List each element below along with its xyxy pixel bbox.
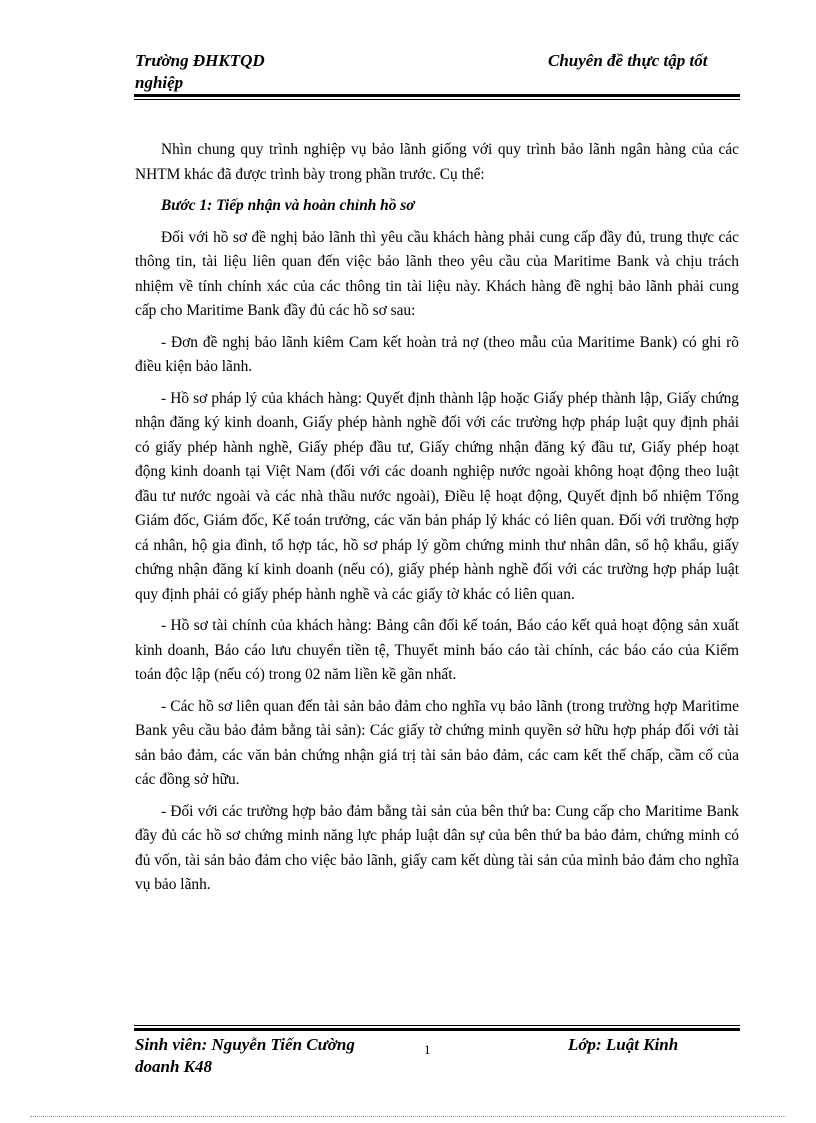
list-item-collateral-docs: - Các hồ sơ liên quan đến tài sản bảo đảm cho nghĩa vụ bảo lãnh (trong trường hợp Maritime Bank yêu cầu bảo đảm bằng tài sản): Các giấy tờ chứng minh quyền sở hữu hợp pháp đối với tài sản bảo đảm, các văn bản chứng nhận giá trị tài sản bảo đảm, các cam kết thế chấp, cầm cố của các đồng sở hữu. bbox=[135, 697, 739, 788]
paragraph-requirements: Đối với hồ sơ đề nghị bảo lãnh thì yêu cầu khách hàng phải cung cấp đầy đủ, trung thực các thông tin, tài liệu liên quan đến việc bảo lãnh theo yêu cầu của Maritime Bank và chịu trách nhiệm về tính chính xác của các thông tin tài liệu này. Khách hàng đề nghị bảo lãnh phải cung cấp cho Maritime Bank đầy đủ các hồ sơ sau: bbox=[135, 228, 739, 319]
footer-rule-thin bbox=[134, 1025, 740, 1026]
list-item-legal-docs: - Hồ sơ pháp lý của khách hàng: Quyết định thành lập hoặc Giấy phép thành lập, Giấy chứng nhận đăng ký kinh doanh, Giấy phép hành nghề đối với các trường hợp pháp luật quy định phải có giấy phép hành nghề, Giấy phép đầu tư, Giấy chứng nhận đăng ký đầu tư, Giấy phép hoạt động kinh doanh tại Việt Nam (đối với các doanh nghiệp nước ngoài không hoạt động theo luật đầu tư nước ngoài và các nhà thầu nước ngoài), Điều lệ hoạt động, Quyết định bổ nhiệm Tổng Giám đốc, Giám đốc, Kế toán trưởng, các văn bản pháp lý khác có liên quan. Đối với trường hợp cá nhân, hộ gia đình, tổ hợp tác, hồ sơ pháp lý gồm chứng minh thư nhân dân, sổ hộ khẩu, giấy chứng nhận đăng kí kinh doanh (nếu có), giấy phép hành nghề đối với các trường hợp pháp luật quy định phải có giấy phép hành nghề và các giấy tờ khác có liên quan. bbox=[135, 389, 739, 603]
document-body bbox=[135, 138, 739, 905]
page-number: 1 bbox=[424, 1042, 431, 1057]
footer-rule-thick bbox=[134, 1028, 740, 1031]
step-heading: Bước 1: Tiếp nhận và hoàn chỉnh hồ sơ bbox=[161, 197, 415, 214]
page-boundary bbox=[30, 1116, 786, 1117]
header-continuation: nghiệp bbox=[135, 73, 184, 92]
footer-left bbox=[135, 1034, 435, 1078]
paragraph-intro: Nhìn chung quy trình nghiệp vụ bảo lãnh giống với quy trình bảo lãnh ngân hàng của các NHTM khác đã được trình bày trong phần trước. Cụ thể: bbox=[135, 141, 739, 183]
list-item-financial-docs: - Hồ sơ tài chính của khách hàng: Bảng cân đối kế toán, Báo cáo kết quả hoạt động sản xuất kinh doanh, Báo cáo lưu chuyển tiền tệ, Thuyết minh báo cáo tài chính, các báo cáo của Kiểm toán độc lập (nếu có) trong 02 năm liền kề gần nhất. bbox=[135, 617, 739, 683]
footer-student: Sinh viên: Nguyễn Tiến Cường bbox=[135, 1035, 355, 1054]
list-item-third-party: - Đối với các trường hợp bảo đảm bằng tài sản của bên thứ ba: Cung cấp cho Maritime Bank đầy đủ các hồ sơ chứng minh năng lực pháp luật dân sự của bên thứ ba bảo đảm, chứng minh có đủ vốn, tài sản bảo đảm cho việc bảo lãnh, giấy cam kết dùng tài sản của mình bảo đảm cho nghĩa vụ bảo lãnh. bbox=[135, 802, 739, 893]
header-left bbox=[135, 50, 435, 94]
list-item-application: - Đơn đề nghị bảo lãnh kiêm Cam kết hoàn trả nợ (theo mẫu của Maritime Bank) có ghi rõ điều kiện bảo lãnh. bbox=[135, 333, 739, 375]
header-rule-thin bbox=[134, 99, 740, 100]
header-right: Chuyên đề thực tập tốt bbox=[548, 51, 708, 70]
footer-continuation: doanh K48 bbox=[135, 1057, 212, 1076]
footer-right: Lớp: Luật Kinh bbox=[568, 1035, 679, 1054]
header-school: Trường ĐHKTQD bbox=[135, 51, 265, 70]
header-rule-thick bbox=[134, 94, 740, 97]
